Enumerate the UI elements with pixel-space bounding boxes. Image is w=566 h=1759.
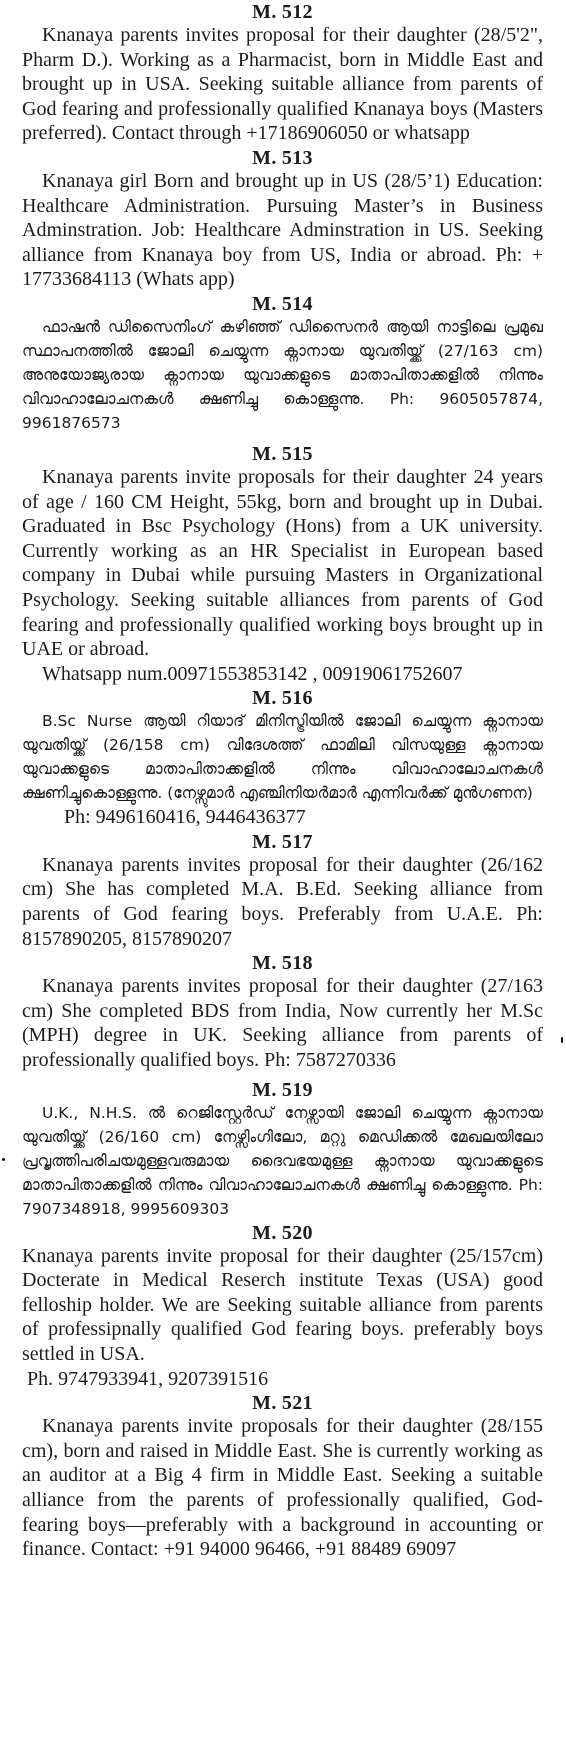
ad-text: Knanaya parents invites proposal for their daughter (27/163 cm) She completed BDS from India, Now currently her M.Sc (MPH) degree in UK. Seeking alliance from parents of professionally qualified boys. Ph: 7587270336	[22, 975, 543, 1072]
ad-id: M. 513	[252, 146, 313, 169]
ad-m516	[22, 687, 543, 830]
ad-id: M. 519	[252, 1078, 313, 1101]
ad-text: Knanaya parents invite proposal for their daughter (25/157cm) Docterate in Medical Reserch institute Texas (USA) good felloship holder. We are Seeking suitable alliance from parents of professipnally qualified God fearing boys. preferably boys settled in USA.	[22, 1244, 543, 1365]
ad-id: M. 521	[252, 1392, 313, 1415]
ad-m519	[22, 1079, 543, 1221]
scan-dot-right	[561, 1037, 563, 1043]
ad-m513	[22, 147, 543, 292]
ad-contact: Ph: 9496160416, 9446436377	[64, 806, 306, 829]
scan-dot-left	[2, 1158, 5, 1161]
ad-m512	[22, 1, 543, 146]
ad-m514	[22, 293, 543, 435]
ad-text: Knanaya parents invite proposals for their daughter 24 years of age / 160 CM Height, 55kg, born and brought up in Dubai. Graduated in Bsc Psychology (Hons) from a UK university. Currently working as an HR Specialist in European based company in Dubai while pursuing Masters in Organizational Psychology. Seeking suitable alliances from parents of God fearing and professionally qualified working boys brought up in UAE or abroad.	[22, 465, 543, 661]
ad-text: U.K., N.H.S. ൽ റെജിസ്റ്റേർഡ് നേഴ്സായി ജോലി ചെയ്യുന്ന ക്നാനായ യുവതിയ്ക്ക് (26/160 cm) നേഴ്സിംഗിലോ, മറ്റു മെഡിക്കൽ മേഖലയിലോ പ്രവൃത്തിപരിചയമുള്ളവരുമായ ദൈവഭയമുള്ള ക്നാനായ യുവാക്കളുടെ മാതാപിതാക്കളിൽ നിന്നും വിവാഹാലോചനകൾ ക്ഷണിച്ചു കൊള്ളുന്നു. Ph: 7907348918, 9995609303	[22, 1103, 543, 1218]
ad-id: M. 512	[252, 1, 313, 23]
ad-id: M. 514	[252, 292, 313, 315]
ad-contact: Ph. 9747933941, 9207391516	[27, 1367, 269, 1390]
ads-column	[22, 0, 543, 1562]
ad-text: ഫാഷൻ ഡിസൈനിംഗ് കഴിഞ്ഞ് ഡിസൈനർ ആയി നാട്ടിലെ പ്രമുഖ സ്ഥാപനത്തിൽ ജോലി ചെയ്യുന്ന ക്നാനായ യുവതിയ്ക്ക് (27/163 cm) അനുയോജ്യരായ ക്നാനായ യുവാക്കളുടെ മാതാപിതാക്കളിൽ നിന്നും വിവാഹാലോചനകൾ ക്ഷണിച്ചു കൊള്ളുന്നു. Ph: 9605057874, 9961876573	[22, 317, 543, 432]
ad-m515	[22, 443, 543, 686]
ad-text: Knanaya parents invite proposals for their daughter (28/155 cm), born and raised in Middle East. She is currently working as an auditor at a Big 4 firm in Middle East. Seeking a suitable alliance from the parents of professionally qualified, God-fearing boys—preferably with a background in accounting or finance. Contact: +91 94000 96466, +91 88489 69097	[22, 1415, 543, 1561]
ad-text: Knanaya parents invites proposal for their daughter (26/162 cm) She has completed M.A. B.Ed. Seeking alliance from parents of God fearing boys. Preferably from U.A.E. Ph: 8157890205, 8157890207	[22, 853, 543, 950]
ad-m518	[22, 952, 543, 1072]
ad-m521	[22, 1392, 543, 1562]
ad-id: M. 517	[252, 830, 313, 853]
ad-m517	[22, 831, 543, 951]
ad-id: M. 518	[252, 952, 313, 975]
ad-text: Knanaya parents invites proposal for their daughter (28/5'2", Pharm D.). Working as a Pharmacist, born in Middle East and brought up in USA. Seeking suitable alliance from parents of God fearing and professionally qualified Knanaya boys (Masters preferred). Contact through +17186906050 or whatsapp	[22, 24, 543, 145]
ad-id: M. 520	[252, 1221, 313, 1244]
ad-text: Knanaya girl Born and brought up in US (28/5’1) Education: Healthcare Administration. Pursuing Master’s in Business Adminstration. Job: Healthcare Adminstration in US. Seeking alliance from Knanaya boy from US, India or abroad. Ph: + 17733684113 (Whats app)	[22, 169, 543, 291]
ad-contact: Whatsapp num.00971553853142 , 00919061752607	[42, 662, 463, 685]
ad-m520	[22, 1222, 543, 1392]
ad-text: B.Sc Nurse ആയി റിയാദ് മിനിസ്ട്രിയിൽ ജോലി ചെയ്യുന്ന ക്നാനായ യുവതിയ്ക്ക് (26/158 cm) വിദേശത്ത് ഫാമിലി വിസയുള്ള ക്നാനായ യുവാക്കളുടെ മാതാപിതാക്കളിൽ നിന്നും വിവാഹാലോചനകൾ ക്ഷണിച്ചുകൊള്ളുന്നു. (നേഴ്സുമാർ എഞ്ചിനിയർമാർ എന്നിവർക്ക് മുൻഗണന)	[22, 712, 543, 803]
ad-id: M. 515	[252, 442, 313, 465]
ad-id: M. 516	[252, 687, 313, 710]
